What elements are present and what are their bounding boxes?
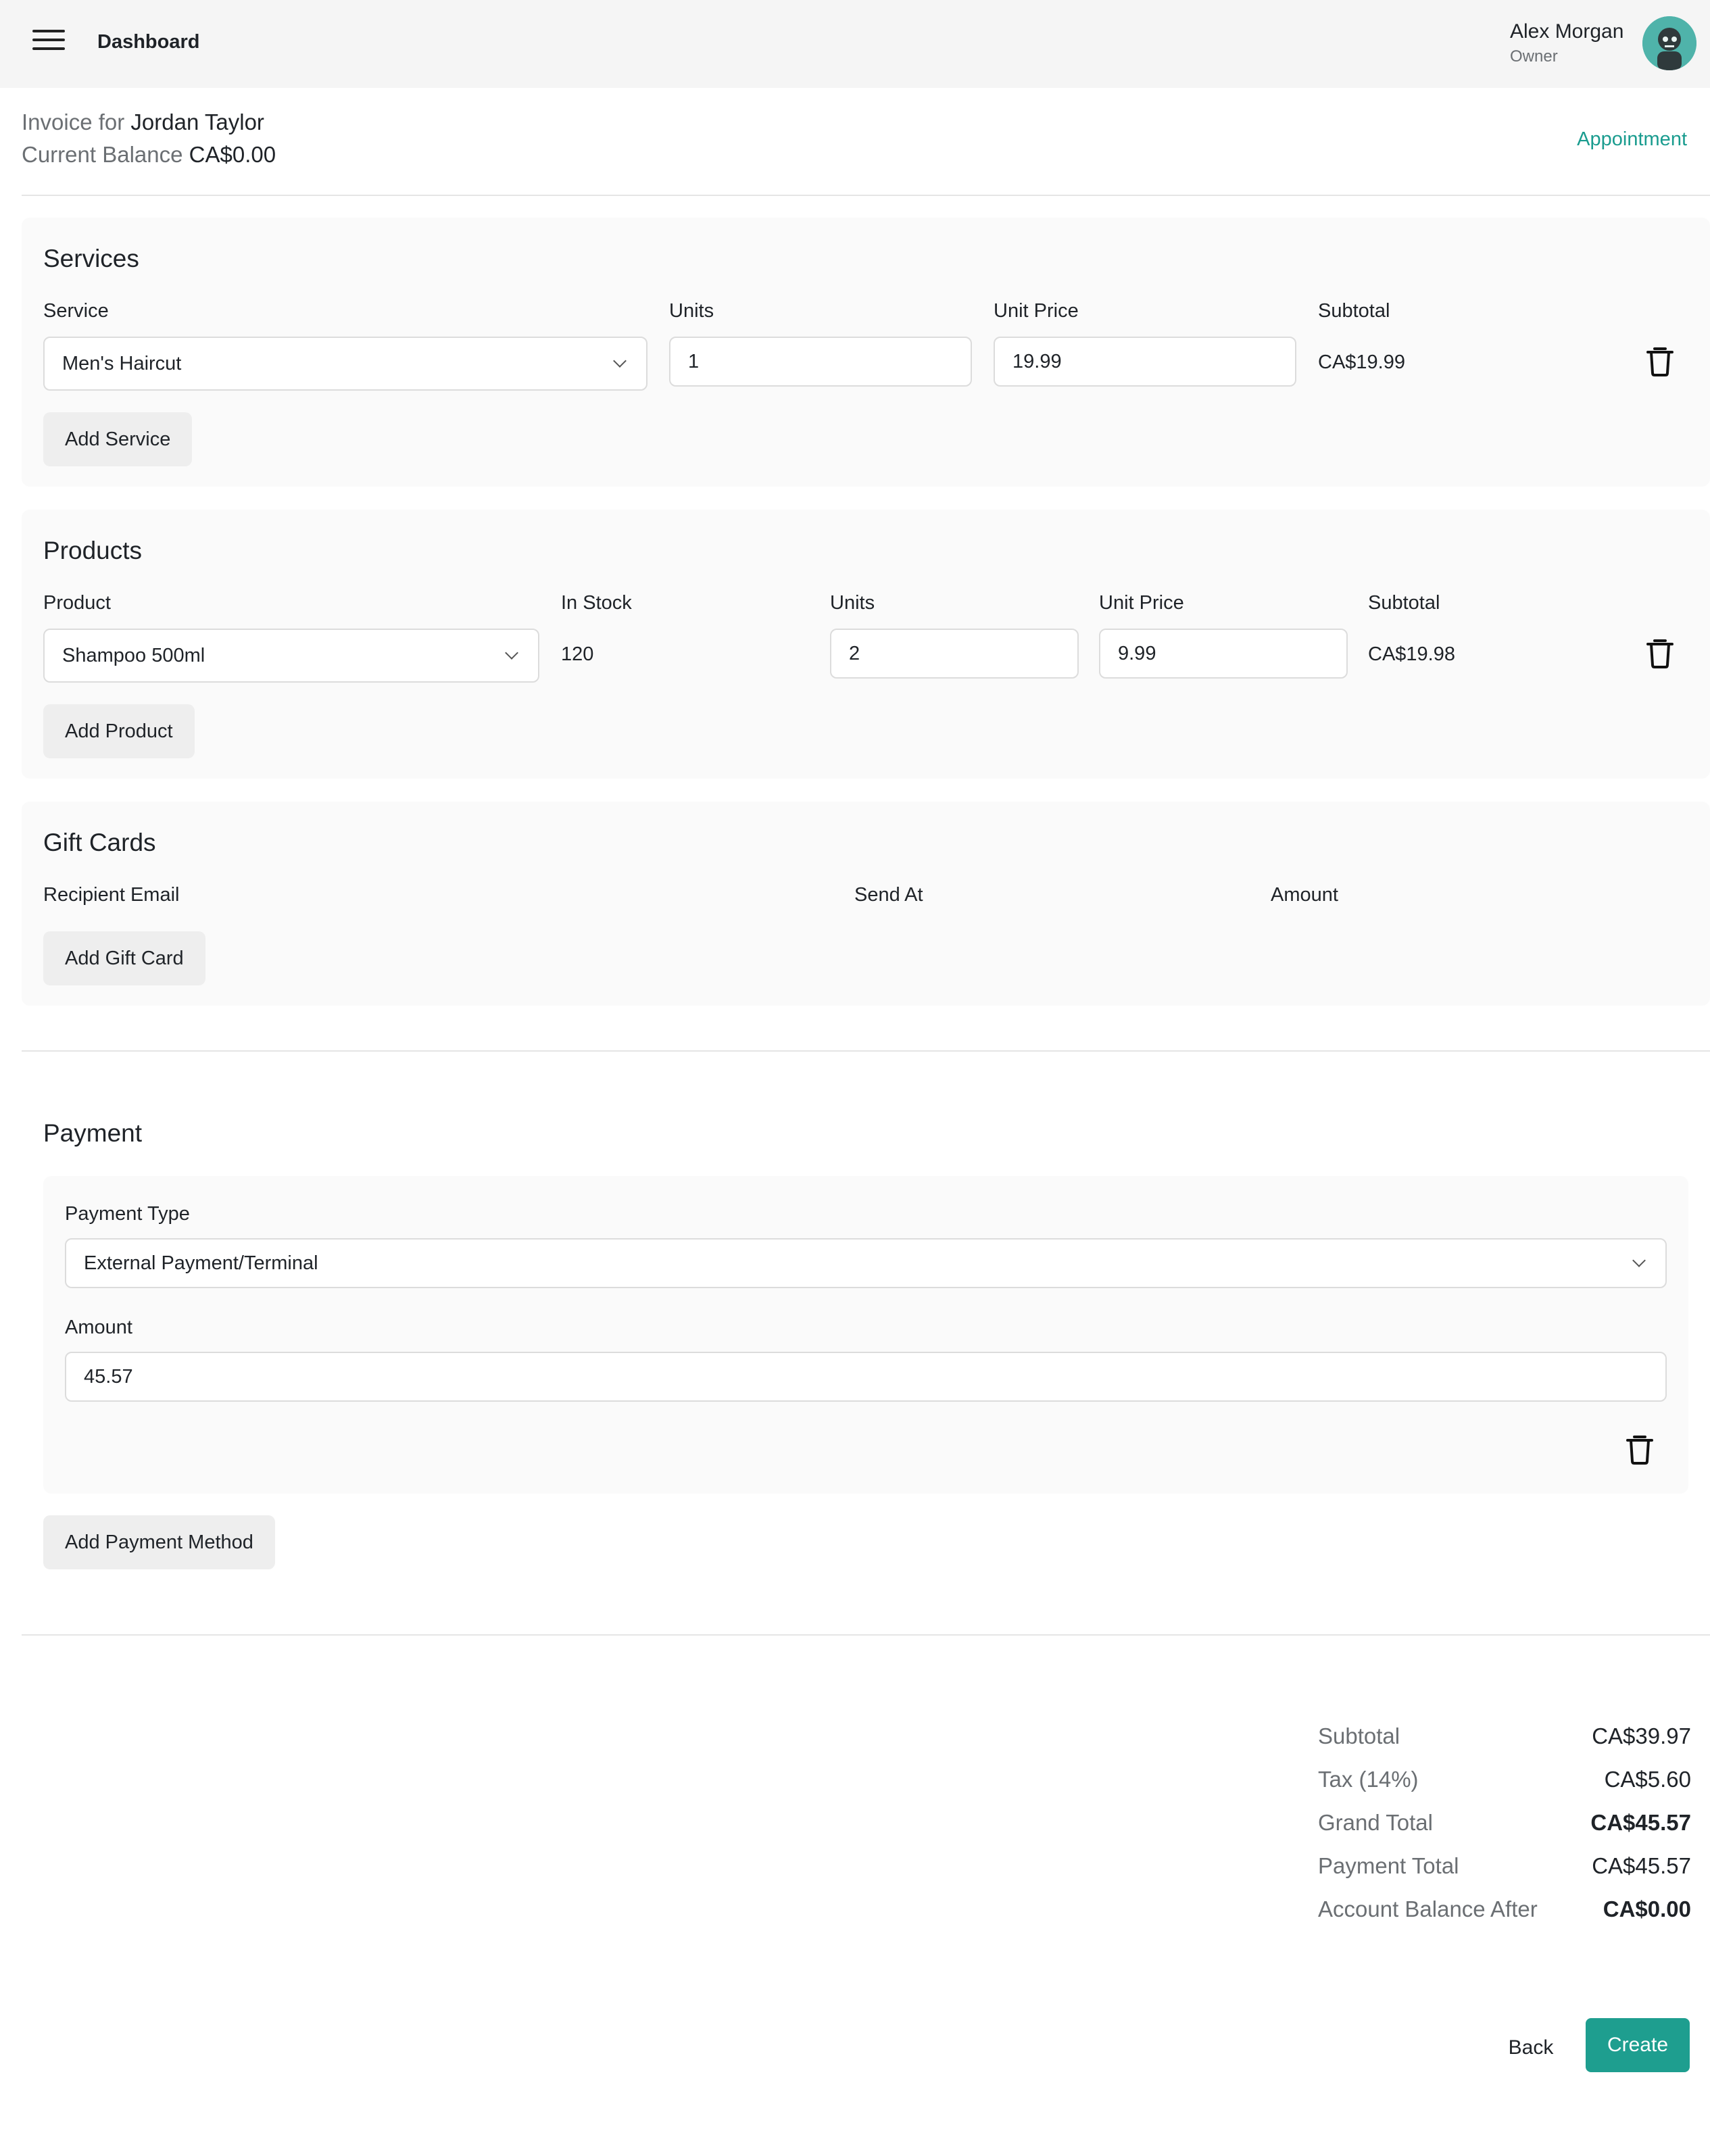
subtotal-column-label: Subtotal (1318, 300, 1390, 322)
top-bar (0, 0, 1710, 88)
service-subtotal: CA$19.99 (1318, 351, 1405, 373)
avatar[interactable] (1642, 16, 1696, 70)
summary-balance-after-label: Account Balance After (1318, 1896, 1538, 1921)
gift-cards-title: Gift Cards (43, 829, 156, 856)
service-select[interactable] (43, 337, 648, 391)
user-role: Owner (1510, 47, 1558, 66)
unit-price-column-label: Unit Price (1099, 592, 1184, 614)
divider (22, 1050, 1710, 1052)
summary-tax-value: CA$5.60 (1604, 1767, 1691, 1792)
page-title: Dashboard (97, 31, 200, 53)
units-column-label: Units (830, 592, 875, 614)
amount-column-label: Amount (1271, 884, 1338, 906)
payment-amount-label: Amount (65, 1317, 132, 1338)
user-name: Alex Morgan (1510, 20, 1624, 43)
product-unit-price-input[interactable]: 9.99 (1099, 629, 1348, 679)
payment-type-select[interactable] (65, 1238, 1667, 1288)
in-stock-value: 120 (561, 643, 594, 665)
invoice-for-label: Invoice for (22, 109, 125, 134)
payment-title: Payment (43, 1119, 143, 1147)
recipient-email-column-label: Recipient Email (43, 884, 180, 906)
service-unit-price-input[interactable]: 19.99 (994, 337, 1296, 387)
add-product-button[interactable]: Add Product (43, 704, 195, 758)
send-at-column-label: Send At (854, 884, 923, 906)
unit-price-column-label: Unit Price (994, 300, 1079, 322)
current-balance-line (22, 142, 276, 168)
back-button[interactable]: Back (1508, 2036, 1554, 2059)
subtotal-column-label: Subtotal (1368, 592, 1440, 614)
payment-amount-input[interactable]: 45.57 (65, 1352, 1667, 1402)
summary-subtotal-value: CA$39.97 (1592, 1723, 1691, 1748)
client-name: Jordan Taylor (130, 109, 264, 134)
in-stock-column-label: In Stock (561, 592, 632, 614)
product-column-label: Product (43, 592, 111, 614)
gift-cards-card (22, 802, 1710, 1006)
services-title: Services (43, 245, 139, 272)
summary-tax-label: Tax (14%) (1318, 1767, 1419, 1792)
trash-icon[interactable] (1645, 637, 1675, 669)
add-gift-card-button[interactable]: Add Gift Card (43, 931, 205, 985)
divider (22, 195, 1710, 196)
hamburger-menu-icon[interactable] (32, 30, 65, 57)
products-title: Products (43, 537, 143, 564)
add-service-button[interactable]: Add Service (43, 412, 192, 466)
create-button[interactable]: Create (1586, 2018, 1690, 2072)
summary-payment-total-value: CA$45.57 (1592, 1853, 1691, 1878)
summary-grand-total-value: CA$45.57 (1590, 1810, 1691, 1835)
divider (22, 1634, 1710, 1636)
services-card (22, 218, 1710, 487)
add-payment-method-button[interactable]: Add Payment Method (43, 1515, 275, 1569)
invoice-for-line (22, 109, 264, 135)
payment-type-label: Payment Type (65, 1203, 190, 1225)
product-select[interactable] (43, 629, 539, 683)
payment-type-value: External Payment/Terminal (84, 1252, 318, 1274)
product-units-input[interactable]: 2 (830, 629, 1079, 679)
summary-payment-total-label: Payment Total (1318, 1853, 1459, 1878)
current-balance-value: CA$0.00 (189, 142, 276, 167)
payment-method-card (43, 1176, 1688, 1494)
current-balance-label: Current Balance (22, 142, 183, 167)
appointment-link[interactable]: Appointment (1577, 128, 1687, 150)
chevron-down-icon (613, 354, 627, 368)
service-column-label: Service (43, 300, 109, 322)
units-column-label: Units (669, 300, 714, 322)
chevron-down-icon (505, 646, 518, 660)
service-units-input[interactable]: 1 (669, 337, 972, 387)
product-select-value: Shampoo 500ml (62, 644, 205, 666)
product-subtotal: CA$19.98 (1368, 643, 1455, 665)
summary-subtotal-label: Subtotal (1318, 1723, 1400, 1748)
chevron-down-icon (1632, 1254, 1646, 1267)
trash-icon[interactable] (1645, 345, 1675, 377)
trash-icon[interactable] (1625, 1433, 1655, 1465)
summary-balance-after-value: CA$0.00 (1603, 1896, 1691, 1921)
service-select-value: Men's Haircut (62, 352, 182, 374)
products-card (22, 510, 1710, 779)
summary-grand-total-label: Grand Total (1318, 1810, 1433, 1835)
